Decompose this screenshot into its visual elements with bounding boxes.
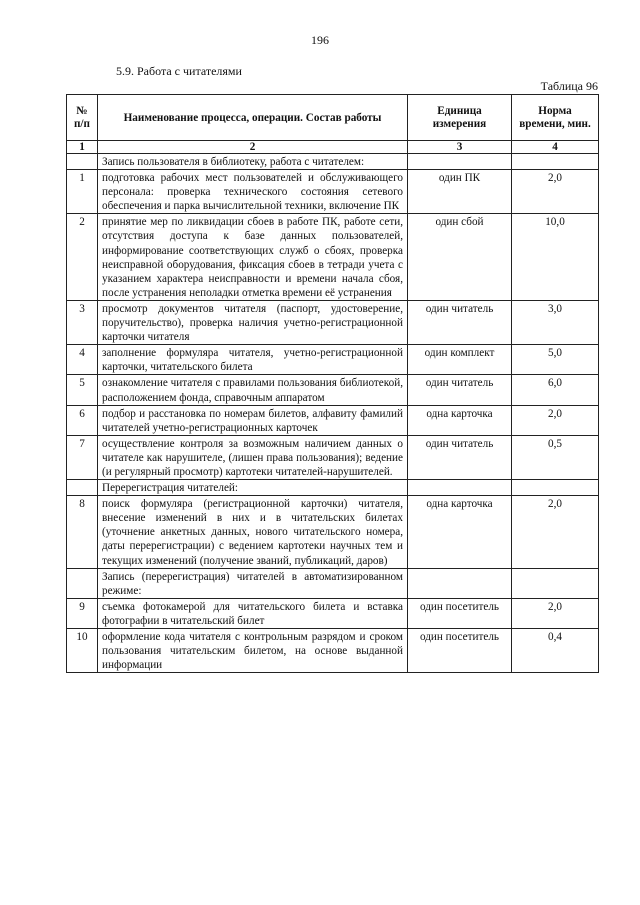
row-norm: 5,0 bbox=[512, 345, 599, 375]
row-number: 2 bbox=[67, 214, 98, 301]
row-description: подготовка рабочих мест пользователей и обслуживающего персонала: проверка технического состояния сетевого обеспечения и парка вычислительной техники, включение ПК bbox=[98, 170, 408, 214]
row-unit bbox=[408, 480, 512, 496]
row-number bbox=[67, 568, 98, 598]
column-number-row bbox=[67, 141, 599, 154]
group-heading-row bbox=[67, 568, 599, 598]
norms-table bbox=[66, 94, 599, 673]
row-norm: 3,0 bbox=[512, 300, 599, 344]
row-description: Запись пользователя в библиотеку, работа с читателем: bbox=[98, 154, 408, 170]
row-norm: 2,0 bbox=[512, 405, 599, 435]
header-name: Наименование процесса, операции. Состав работы bbox=[98, 95, 408, 141]
row-unit: один посетитель bbox=[408, 598, 512, 628]
row-number: 4 bbox=[67, 345, 98, 375]
row-norm: 2,0 bbox=[512, 170, 599, 214]
table-row bbox=[67, 170, 599, 214]
row-description: Запись (перерегистрация) читателей в автоматизированном режиме: bbox=[98, 568, 408, 598]
row-description: заполнение формуляра читателя, учетно-регистрационной карточки, читательского билета bbox=[98, 345, 408, 375]
row-norm bbox=[512, 154, 599, 170]
row-description: оформление кода читателя с контрольным разрядом и сроком пользования читательским билетом, на основе выданной информации bbox=[98, 629, 408, 673]
column-number: 3 bbox=[408, 141, 512, 154]
row-unit: один посетитель bbox=[408, 629, 512, 673]
group-heading-row bbox=[67, 154, 599, 170]
row-description: подбор и расстановка по номерам билетов, алфавиту фамилий читателей учетно-регистрационных карточек bbox=[98, 405, 408, 435]
group-heading-row bbox=[67, 480, 599, 496]
row-description: поиск формуляра (регистрационной карточки) читателя, внесение изменений в них и в читательских билетах (уточнение анкетных данных, нового читательского номера, даты перерегистрации) с ведением картотеки научных тем и текущих изменений (получение званий, публикаций, даров) bbox=[98, 496, 408, 568]
page-number: 196 bbox=[311, 33, 329, 47]
header-norm: Норма времени, мин. bbox=[512, 95, 599, 141]
section-title: 5.9. Работа с читателями bbox=[116, 64, 242, 78]
row-unit: один читатель bbox=[408, 300, 512, 344]
row-number: 7 bbox=[67, 435, 98, 479]
row-number bbox=[67, 154, 98, 170]
table-row bbox=[67, 405, 599, 435]
row-number: 1 bbox=[67, 170, 98, 214]
table-row bbox=[67, 629, 599, 673]
row-unit bbox=[408, 568, 512, 598]
table-row bbox=[67, 300, 599, 344]
row-description: ознакомление читателя с правилами пользования библиотекой, расположением фонда, справочным аппаратом bbox=[98, 375, 408, 405]
row-unit: один читатель bbox=[408, 435, 512, 479]
row-unit bbox=[408, 154, 512, 170]
row-norm: 10,0 bbox=[512, 214, 599, 301]
row-number: 8 bbox=[67, 496, 98, 568]
row-description: просмотр документов читателя (паспорт, удостоверение, поручительство), проверка наличия учетно-регистрационной карточки читателя bbox=[98, 300, 408, 344]
column-number: 1 bbox=[67, 141, 98, 154]
row-norm bbox=[512, 480, 599, 496]
table-header-row bbox=[67, 95, 599, 141]
row-number: 3 bbox=[67, 300, 98, 344]
row-norm: 6,0 bbox=[512, 375, 599, 405]
row-description: принятие мер по ликвидации сбоев в работе ПК, работе сети, отсутствия доступа к базе данных пользователей, информирование соответствующих служб о сбоях, проверка неисправной оборудования, фиксация сбоев в тетради учета с указанием характера неисправности и времени начала сбоя, после устранения неполадки отметка времени её устранения bbox=[98, 214, 408, 301]
table-row bbox=[67, 345, 599, 375]
table-body bbox=[67, 154, 599, 673]
row-number: 9 bbox=[67, 598, 98, 628]
table-row bbox=[67, 496, 599, 568]
row-norm: 2,0 bbox=[512, 598, 599, 628]
column-number: 4 bbox=[512, 141, 599, 154]
table-row bbox=[67, 598, 599, 628]
header-unit: Единица измерения bbox=[408, 95, 512, 141]
row-unit: один комплект bbox=[408, 345, 512, 375]
table-caption: Таблица 96 bbox=[540, 79, 598, 93]
row-norm bbox=[512, 568, 599, 598]
row-description: осуществление контроля за возможным наличием данных о читателе как нарушителе, (лишен права пользования); ведение (и регулярный просмотр) картотеки читателей-нарушителей. bbox=[98, 435, 408, 479]
row-number: 6 bbox=[67, 405, 98, 435]
row-number bbox=[67, 480, 98, 496]
table-row bbox=[67, 214, 599, 301]
row-unit: один сбой bbox=[408, 214, 512, 301]
column-number: 2 bbox=[98, 141, 408, 154]
row-unit: один читатель bbox=[408, 375, 512, 405]
row-norm: 2,0 bbox=[512, 496, 599, 568]
row-unit: одна карточка bbox=[408, 496, 512, 568]
row-norm: 0,5 bbox=[512, 435, 599, 479]
row-norm: 0,4 bbox=[512, 629, 599, 673]
row-unit: одна карточка bbox=[408, 405, 512, 435]
table-row bbox=[67, 435, 599, 479]
row-number: 5 bbox=[67, 375, 98, 405]
row-number: 10 bbox=[67, 629, 98, 673]
row-description: Перерегистрация читателей: bbox=[98, 480, 408, 496]
table-row bbox=[67, 375, 599, 405]
row-description: съемка фотокамерой для читательского билета и вставка фотографии в читательский билет bbox=[98, 598, 408, 628]
row-unit: один ПК bbox=[408, 170, 512, 214]
header-number: № п/п bbox=[67, 95, 98, 141]
